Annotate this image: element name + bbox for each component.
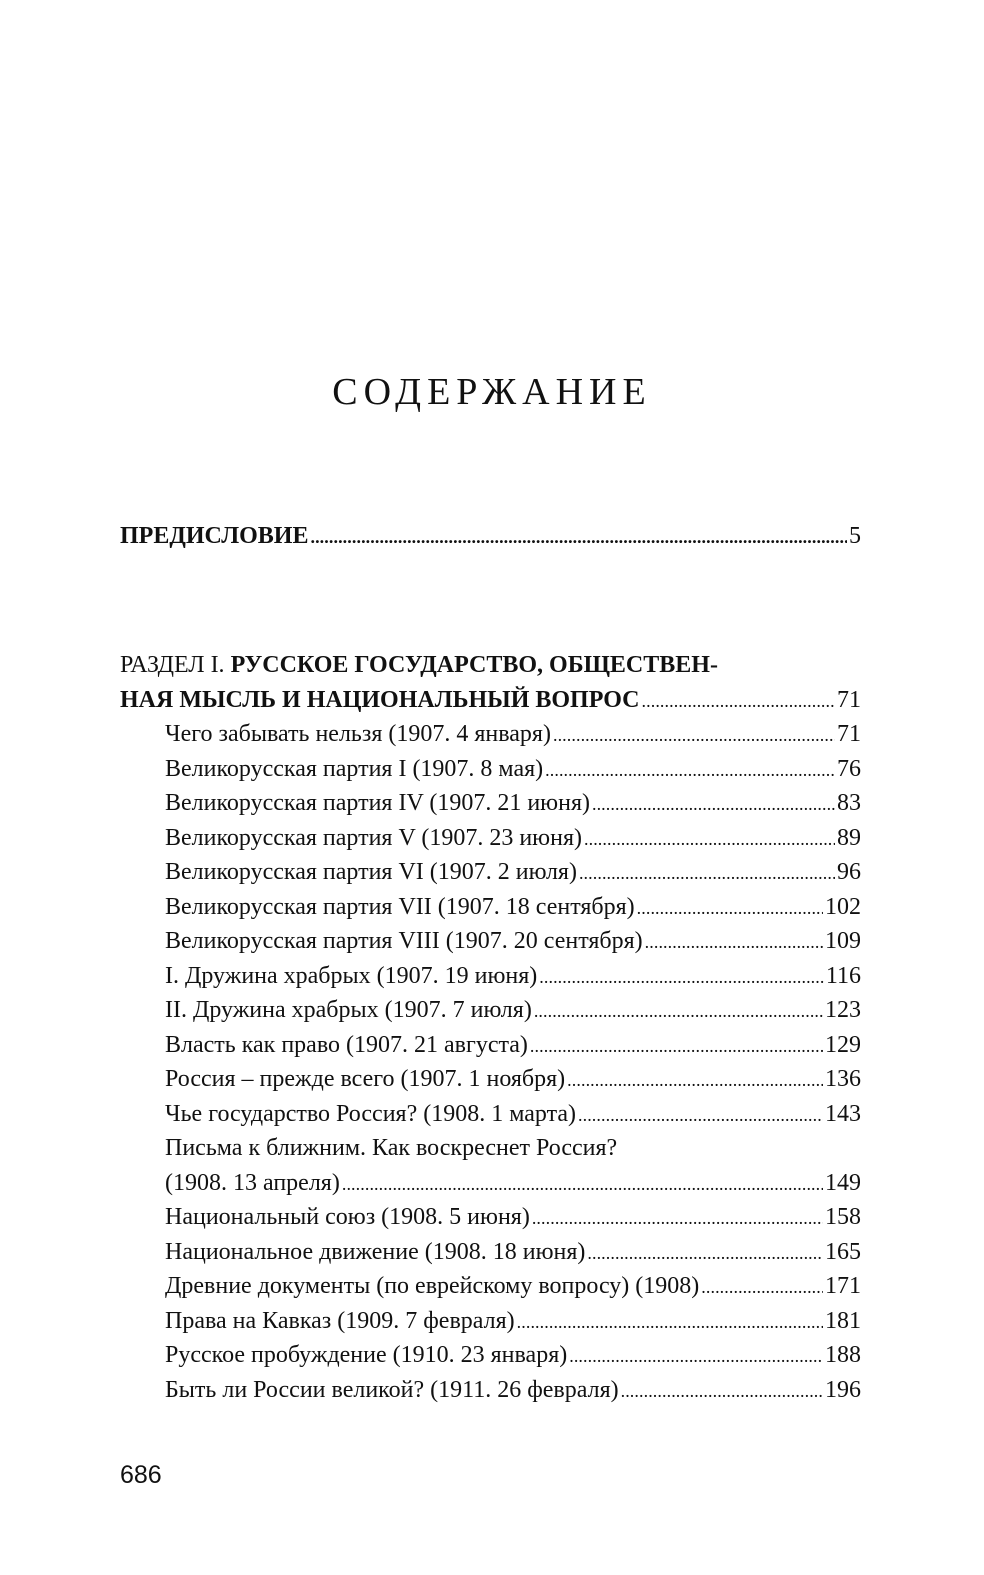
- section-caption: РАЗДЕЛ I.: [120, 652, 225, 678]
- toc-entry-page: 83: [837, 790, 861, 816]
- toc-leader-dots: [517, 1304, 823, 1339]
- toc-entry: [165, 1062, 861, 1097]
- toc-entry: [165, 1028, 861, 1063]
- toc-entry: [165, 1097, 861, 1132]
- toc-entry-page: 123: [825, 997, 861, 1023]
- toc-leader-dots: [530, 1028, 823, 1063]
- toc-entry: [165, 717, 861, 752]
- toc-entry-label: Древние документы (по еврейскому вопросу) (1908): [165, 1273, 700, 1299]
- toc-leader-dots: [532, 1200, 823, 1235]
- toc-entry: [165, 959, 861, 994]
- toc-entry: [165, 1304, 861, 1339]
- toc-entry-page: 181: [825, 1308, 861, 1334]
- toc-entry-label: I. Дружина храбрых (1907. 19 июня): [165, 963, 538, 989]
- toc-leader-dots: [701, 1269, 823, 1304]
- toc-leader-dots: [584, 821, 835, 856]
- section-title-line1: РУССКОЕ ГОСУДАРСТВО, ОБЩЕСТВЕН-: [230, 652, 718, 678]
- toc-leader-dots: [592, 786, 835, 821]
- section-heading-line1: [120, 648, 718, 682]
- toc-entry: [165, 855, 861, 890]
- toc-entry-page: 96: [837, 859, 861, 885]
- toc-entry: [165, 1269, 861, 1304]
- toc-entry-label: (1908. 13 апреля): [165, 1170, 340, 1196]
- toc-entry-preface: [120, 519, 861, 554]
- toc-leader-dots: [545, 752, 835, 787]
- toc-entry-label: Великорусская партия IV (1907. 21 июня): [165, 790, 590, 816]
- toc-entry-label: ПРЕДИСЛОВИЕ: [120, 523, 309, 549]
- toc-entry: [165, 752, 861, 787]
- toc-leader-dots: [342, 1166, 823, 1201]
- toc-entry: [165, 1235, 861, 1270]
- toc-entry: [165, 1338, 861, 1373]
- toc-entry-page: 89: [837, 825, 861, 851]
- toc-entry-page: 196: [825, 1377, 861, 1403]
- toc-leader-dots: [539, 959, 824, 994]
- toc-entry-label: Великорусская партия VI (1907. 2 июля): [165, 859, 577, 885]
- toc-entry-page: 171: [825, 1273, 861, 1299]
- toc-entry: [165, 890, 861, 925]
- toc-entry-label: Быть ли России великой? (1911. 26 февраля): [165, 1377, 619, 1403]
- toc-leader-dots: [579, 855, 835, 890]
- toc-entry-label: Великорусская партия VII (1907. 18 сентября): [165, 894, 635, 920]
- toc-leader-dots: [310, 519, 847, 554]
- toc-leader-dots: [637, 890, 823, 925]
- toc-entry-page: 136: [825, 1066, 861, 1092]
- toc-entry-label: Права на Кавказ (1909. 7 февраля): [165, 1308, 515, 1334]
- toc-entry: [165, 1200, 861, 1235]
- toc-leader-dots: [567, 1062, 823, 1097]
- toc-entry: [165, 993, 861, 1028]
- toc-entry-page: 5: [849, 523, 861, 549]
- toc-entry-label: Власть как право (1907. 21 августа): [165, 1032, 528, 1058]
- toc-entry-page: 129: [825, 1032, 861, 1058]
- toc-entry: [165, 786, 861, 821]
- toc-entry-section: [120, 683, 861, 718]
- toc-entry-label: Великорусская партия I (1907. 8 мая): [165, 756, 544, 782]
- toc-leader-dots: [587, 1235, 823, 1270]
- toc-entry-label: Национальный союз (1908. 5 июня): [165, 1204, 530, 1230]
- page-title: СОДЕРЖАНИЕ: [332, 371, 652, 413]
- toc-entry-page: 149: [825, 1170, 861, 1196]
- toc-entry: [165, 821, 861, 856]
- toc-entry-page: 143: [825, 1101, 861, 1127]
- toc-entry-label: Великорусская партия VIII (1907. 20 сентября): [165, 928, 643, 954]
- toc-entry-page: 71: [837, 721, 861, 747]
- toc-entry-page: 71: [837, 687, 861, 713]
- toc-entry-label: Чье государство Россия? (1908. 1 марта): [165, 1101, 576, 1127]
- section-title-line2: НАЯ МЫСЛЬ И НАЦИОНАЛЬНЫЙ ВОПРОС: [120, 687, 640, 713]
- toc-leader-dots: [645, 924, 823, 959]
- toc-entry-label: Великорусская партия V (1907. 23 июня): [165, 825, 582, 851]
- toc-leader-dots: [569, 1338, 823, 1373]
- toc-entry: [165, 924, 861, 959]
- toc-entry-label: II. Дружина храбрых (1907. 7 июля): [165, 997, 532, 1023]
- toc-entry-page: 188: [825, 1342, 861, 1368]
- toc-entry: [165, 1373, 861, 1408]
- toc-entry-page: 102: [825, 894, 861, 920]
- toc-leader-dots: [642, 683, 835, 718]
- toc-leader-dots: [553, 717, 835, 752]
- toc-entry-label: Чего забывать нельзя (1907. 4 января): [165, 721, 551, 747]
- toc-entry-label: Национальное движение (1908. 18 июня): [165, 1239, 586, 1265]
- toc-entry-page: 165: [825, 1239, 861, 1265]
- toc-entry-label: Россия – прежде всего (1907. 1 ноября): [165, 1066, 566, 1092]
- toc-entry-label: Русское пробуждение (1910. 23 января): [165, 1342, 568, 1368]
- toc-entry: [165, 1166, 861, 1201]
- toc-entry-page: 116: [825, 963, 861, 989]
- toc-leader-dots: [578, 1097, 823, 1132]
- toc-entry-label-line1: Письма к ближним. Как воскреснет Россия?: [165, 1135, 618, 1161]
- toc-entry-page: 76: [837, 756, 861, 782]
- toc-entry-page: 158: [825, 1204, 861, 1230]
- toc-entry-page: 109: [825, 928, 861, 954]
- page-number: 686: [120, 1461, 162, 1489]
- toc-leader-dots: [534, 993, 823, 1028]
- toc-leader-dots: [621, 1373, 823, 1408]
